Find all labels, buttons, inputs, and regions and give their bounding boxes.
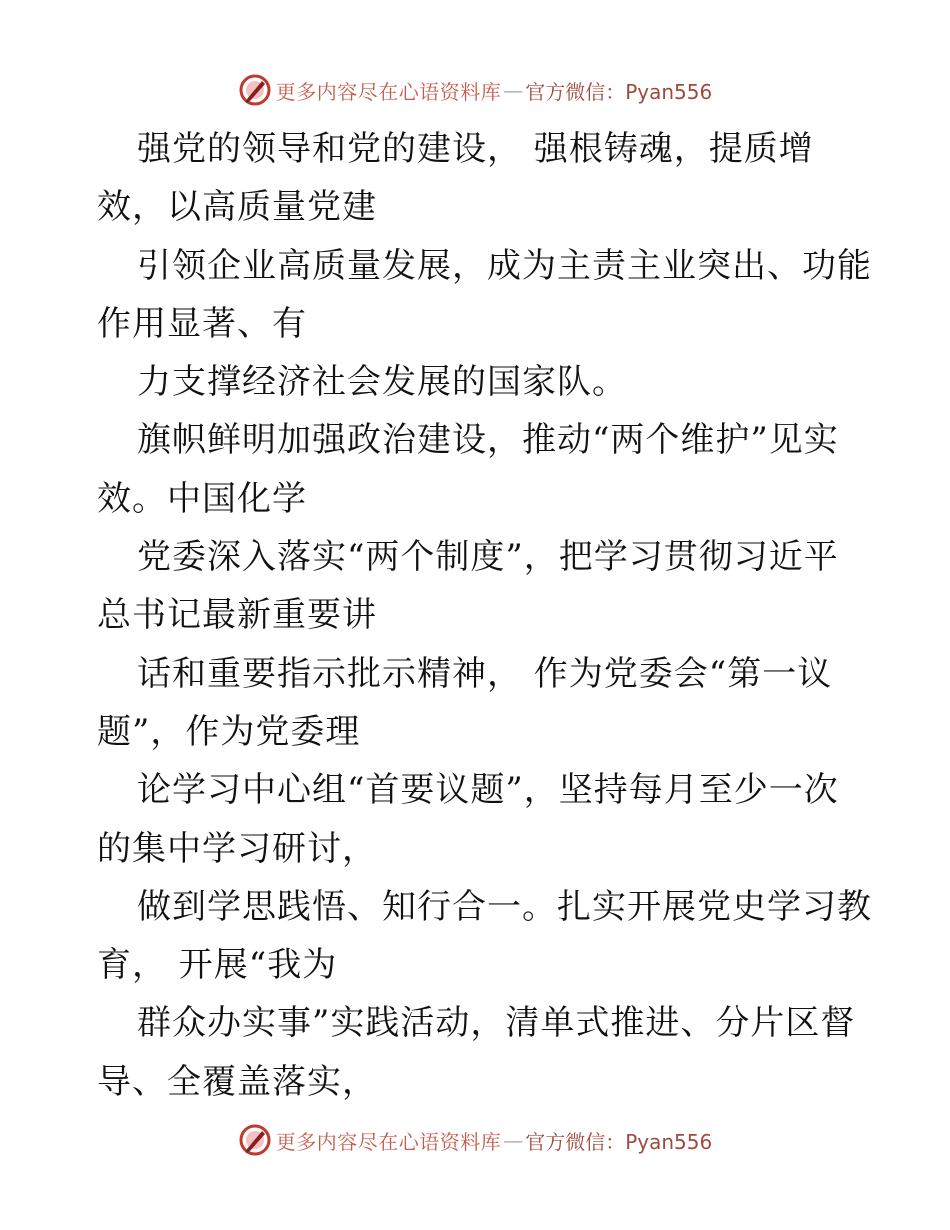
paragraph-line-first: 话和重要指示批示精神， 作为党委会“第一议 — [137, 653, 833, 694]
header-watermark — [0, 70, 950, 110]
paragraph-line-rest: 育， 开展“我为 — [97, 945, 338, 986]
paragraph-line-rest: 效，以高质量党建 — [97, 187, 377, 228]
paragraph-line-first: 做到学思践悟、知行合一。扎实开展党史学习教 — [137, 886, 872, 927]
logo-icon — [238, 73, 272, 107]
paragraph-line-rest: 题”，作为党委理 — [97, 711, 361, 752]
watermark-dash: — — [503, 1128, 524, 1152]
footer-watermark — [0, 1120, 950, 1160]
paragraph — [97, 878, 872, 995]
paragraph-line-rest: 的集中学习研讨， — [97, 828, 377, 869]
paragraph-line-first: 论学习中心组“首要议题”，坚持每月至少一次 — [137, 770, 839, 811]
watermark-text: 更多内容尽在心语资料库 — [275, 79, 502, 104]
paragraph — [97, 411, 857, 528]
paragraph-line-first: 引领企业高质量发展，成为主责主业突出、功能 — [137, 245, 872, 286]
paragraph — [97, 645, 857, 762]
paragraph — [97, 353, 857, 411]
paragraph-line-rest: 导、全覆盖落实， — [97, 1061, 377, 1102]
watermark-suffix: 官方微信：Pyan556 — [525, 1129, 713, 1154]
paragraph-line-first: 旗帜鲜明加强政治建设，推动“两个维护”见实 — [137, 420, 839, 461]
document-body — [97, 120, 872, 1111]
paragraph — [97, 761, 857, 878]
paragraph-line-rest: 总书记最新重要讲 — [97, 595, 377, 636]
watermark-text: 更多内容尽在心语资料库 — [275, 1129, 502, 1154]
paragraph-line-first: 党委深入落实“两个制度”，把学习贯彻习近平 — [137, 537, 839, 578]
logo-icon — [238, 1123, 272, 1157]
paragraph-line-rest: 作用显著、有 — [97, 303, 307, 344]
paragraph — [97, 120, 857, 237]
paragraph — [97, 994, 857, 1111]
paragraph-line-first: 群众办实事”实践活动，清单式推进、分片区督 — [137, 1003, 856, 1044]
paragraph — [97, 237, 872, 354]
paragraph-line-first: 强党的领导和党的建设， 强根铸魂，提质增 — [137, 129, 814, 169]
watermark-dash: — — [503, 78, 524, 102]
watermark-suffix: 官方微信：Pyan556 — [525, 79, 713, 104]
paragraph-line-rest: 效。中国化学 — [97, 478, 307, 519]
paragraph-line-first: 力支撑经济社会发展的国家队。 — [137, 362, 627, 403]
paragraph — [97, 528, 857, 645]
